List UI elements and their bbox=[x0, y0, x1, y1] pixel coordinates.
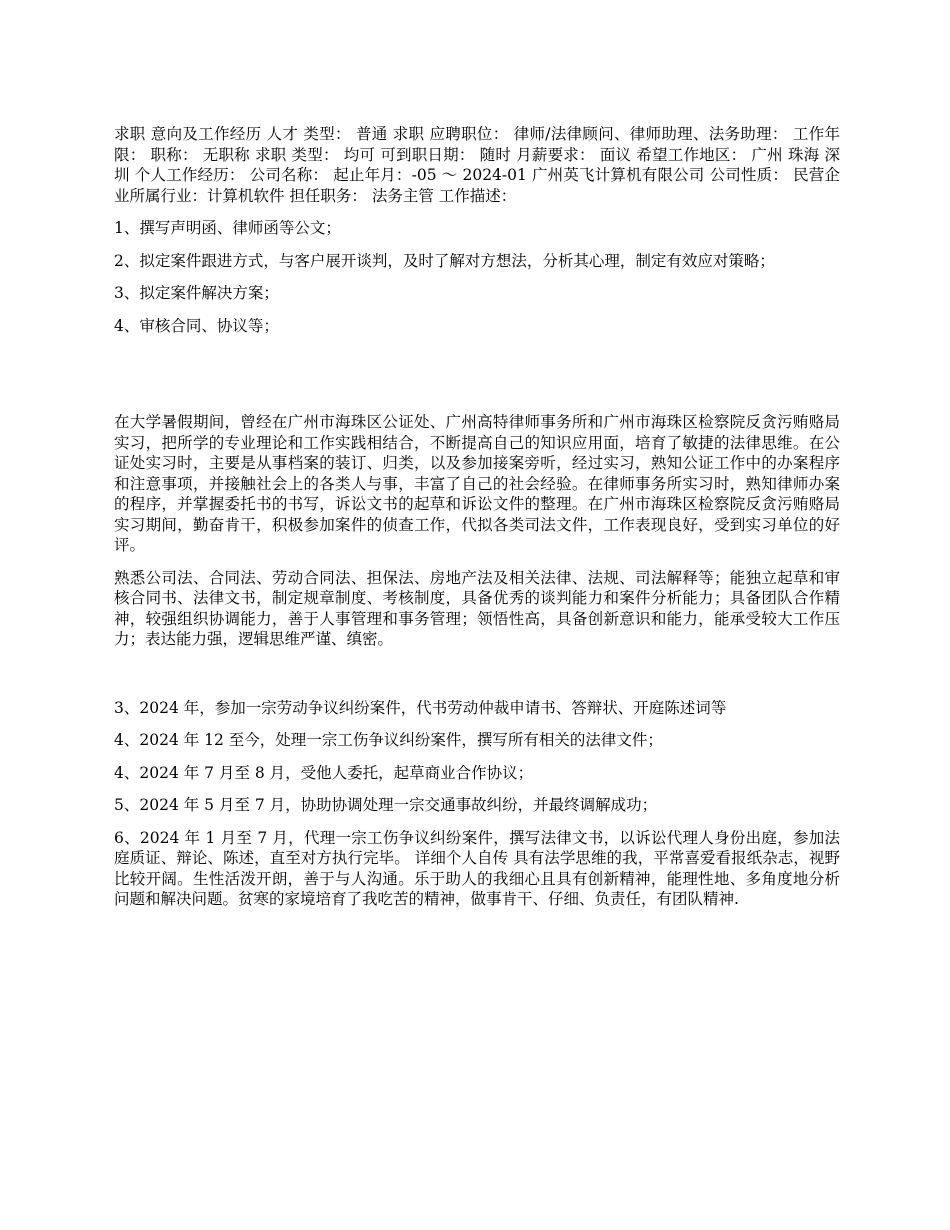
duty-item: 4、审核合同、协议等； bbox=[114, 316, 279, 335]
intro-paragraph: 求职 意向及工作经历 人才 类型： 普通 求职 应聘职位： 律师/法律顾问、律师助理、法务助理： 工作年限： 职称： 无职称 求职 类型： 均可 可到职日期： 随时 月薪要求： 面议 希望工作地区： 广州 珠海 深圳 个人工作经历： 公司名称： 起止年月：-05 ～ 2024-01 广州英飞计算机有限公司 公司性质： 民营企业所属行业：计算机软件 担任职务： 法务主管 工作描述： bbox=[114, 125, 840, 205]
case-item: 3、2024 年，参加一宗劳动争议纠纷案件，代书劳动仲裁申请书、答辩状、开庭陈述词等 bbox=[114, 698, 727, 717]
case-item: 4、2024 年 7 月至 8 月，受他人委托，起草商业合作协议； bbox=[114, 763, 534, 782]
duty-item: 1、撰写声明函、律师函等公文； bbox=[114, 219, 341, 237]
section-gap bbox=[114, 662, 840, 698]
skills-paragraph: 熟悉公司法、合同法、劳动合同法、担保法、房地产法及相关法律、法规、司法解释等；能独立起草和审核合同书、法律文书，制定规章制度、考核制度，具备优秀的谈判能力和案件分析能力；具备团队合作精神，较强组织协调能力，善于人事管理和事务管理；领悟性高，具备创新意识和能力，能承受较大工作压力；表达能力强，逻辑思维严谨、缜密。 bbox=[114, 568, 840, 648]
duty-item: 2、拟定案件跟进方式，与客户展开谈判，及时了解对方想法，分析其心理，制定有效应对策略； bbox=[114, 251, 775, 270]
duty-item: 3、拟定案件解决方案； bbox=[114, 284, 279, 302]
case-item: 5、2024 年 5 月至 7 月，协助协调处理一宗交通事故纠纷，并最终调解成功； bbox=[114, 796, 658, 814]
case-item: 6、2024 年 1 月至 7 月，代理一宗工伤争议纠纷案件，撰写法律文书，以诉讼代理人身份出庭，参加法庭质证、辩论、陈述，直至对方执行完毕。 详细个人自传 具有法学思维的我，平常喜爱看报纸杂志，视野比较开阔。生性活泼开朗，善于与人沟通。乐于助人的我细心且具有创新精神，能理性地、多角度地分析问题和解决问题。贫寒的家境培育了我吃苦的精神，做事肯干、仔细、负责任，有团队精神. bbox=[114, 828, 840, 908]
internship-paragraph: 在大学暑假期间，曾经在广州市海珠区公证处、广州高特律师事务所和广州市海珠区检察院反贪污贿赂局实习，把所学的专业理论和工作实践相结合，不断提高自己的知识应用面，培育了敏捷的法律思维。在公证处实习时，主要是从事档案的装订、归类，以及参加接案旁听，经过实习，熟知公证工作中的办案程序和注意事项，并接触社会上的各类人与事，丰富了自己的社会经验。在律师事务所实习时，熟知律师办案的程序，并掌握委托书的书写，诉讼文书的起草和诉讼文件的整理。在广州市海珠区检察院反贪污贿赂局实习期间，勤奋肯干，积极参加案件的侦查工作，代拟各类司法文件，工作表现良好，受到实习单位的好评。 bbox=[114, 413, 840, 554]
case-item: 4、2024 年 12 至今，处理一宗工伤争议纠纷案件，撰写所有相关的法律文件； bbox=[114, 731, 663, 749]
section-gap bbox=[114, 348, 840, 412]
document-body bbox=[114, 124, 840, 922]
